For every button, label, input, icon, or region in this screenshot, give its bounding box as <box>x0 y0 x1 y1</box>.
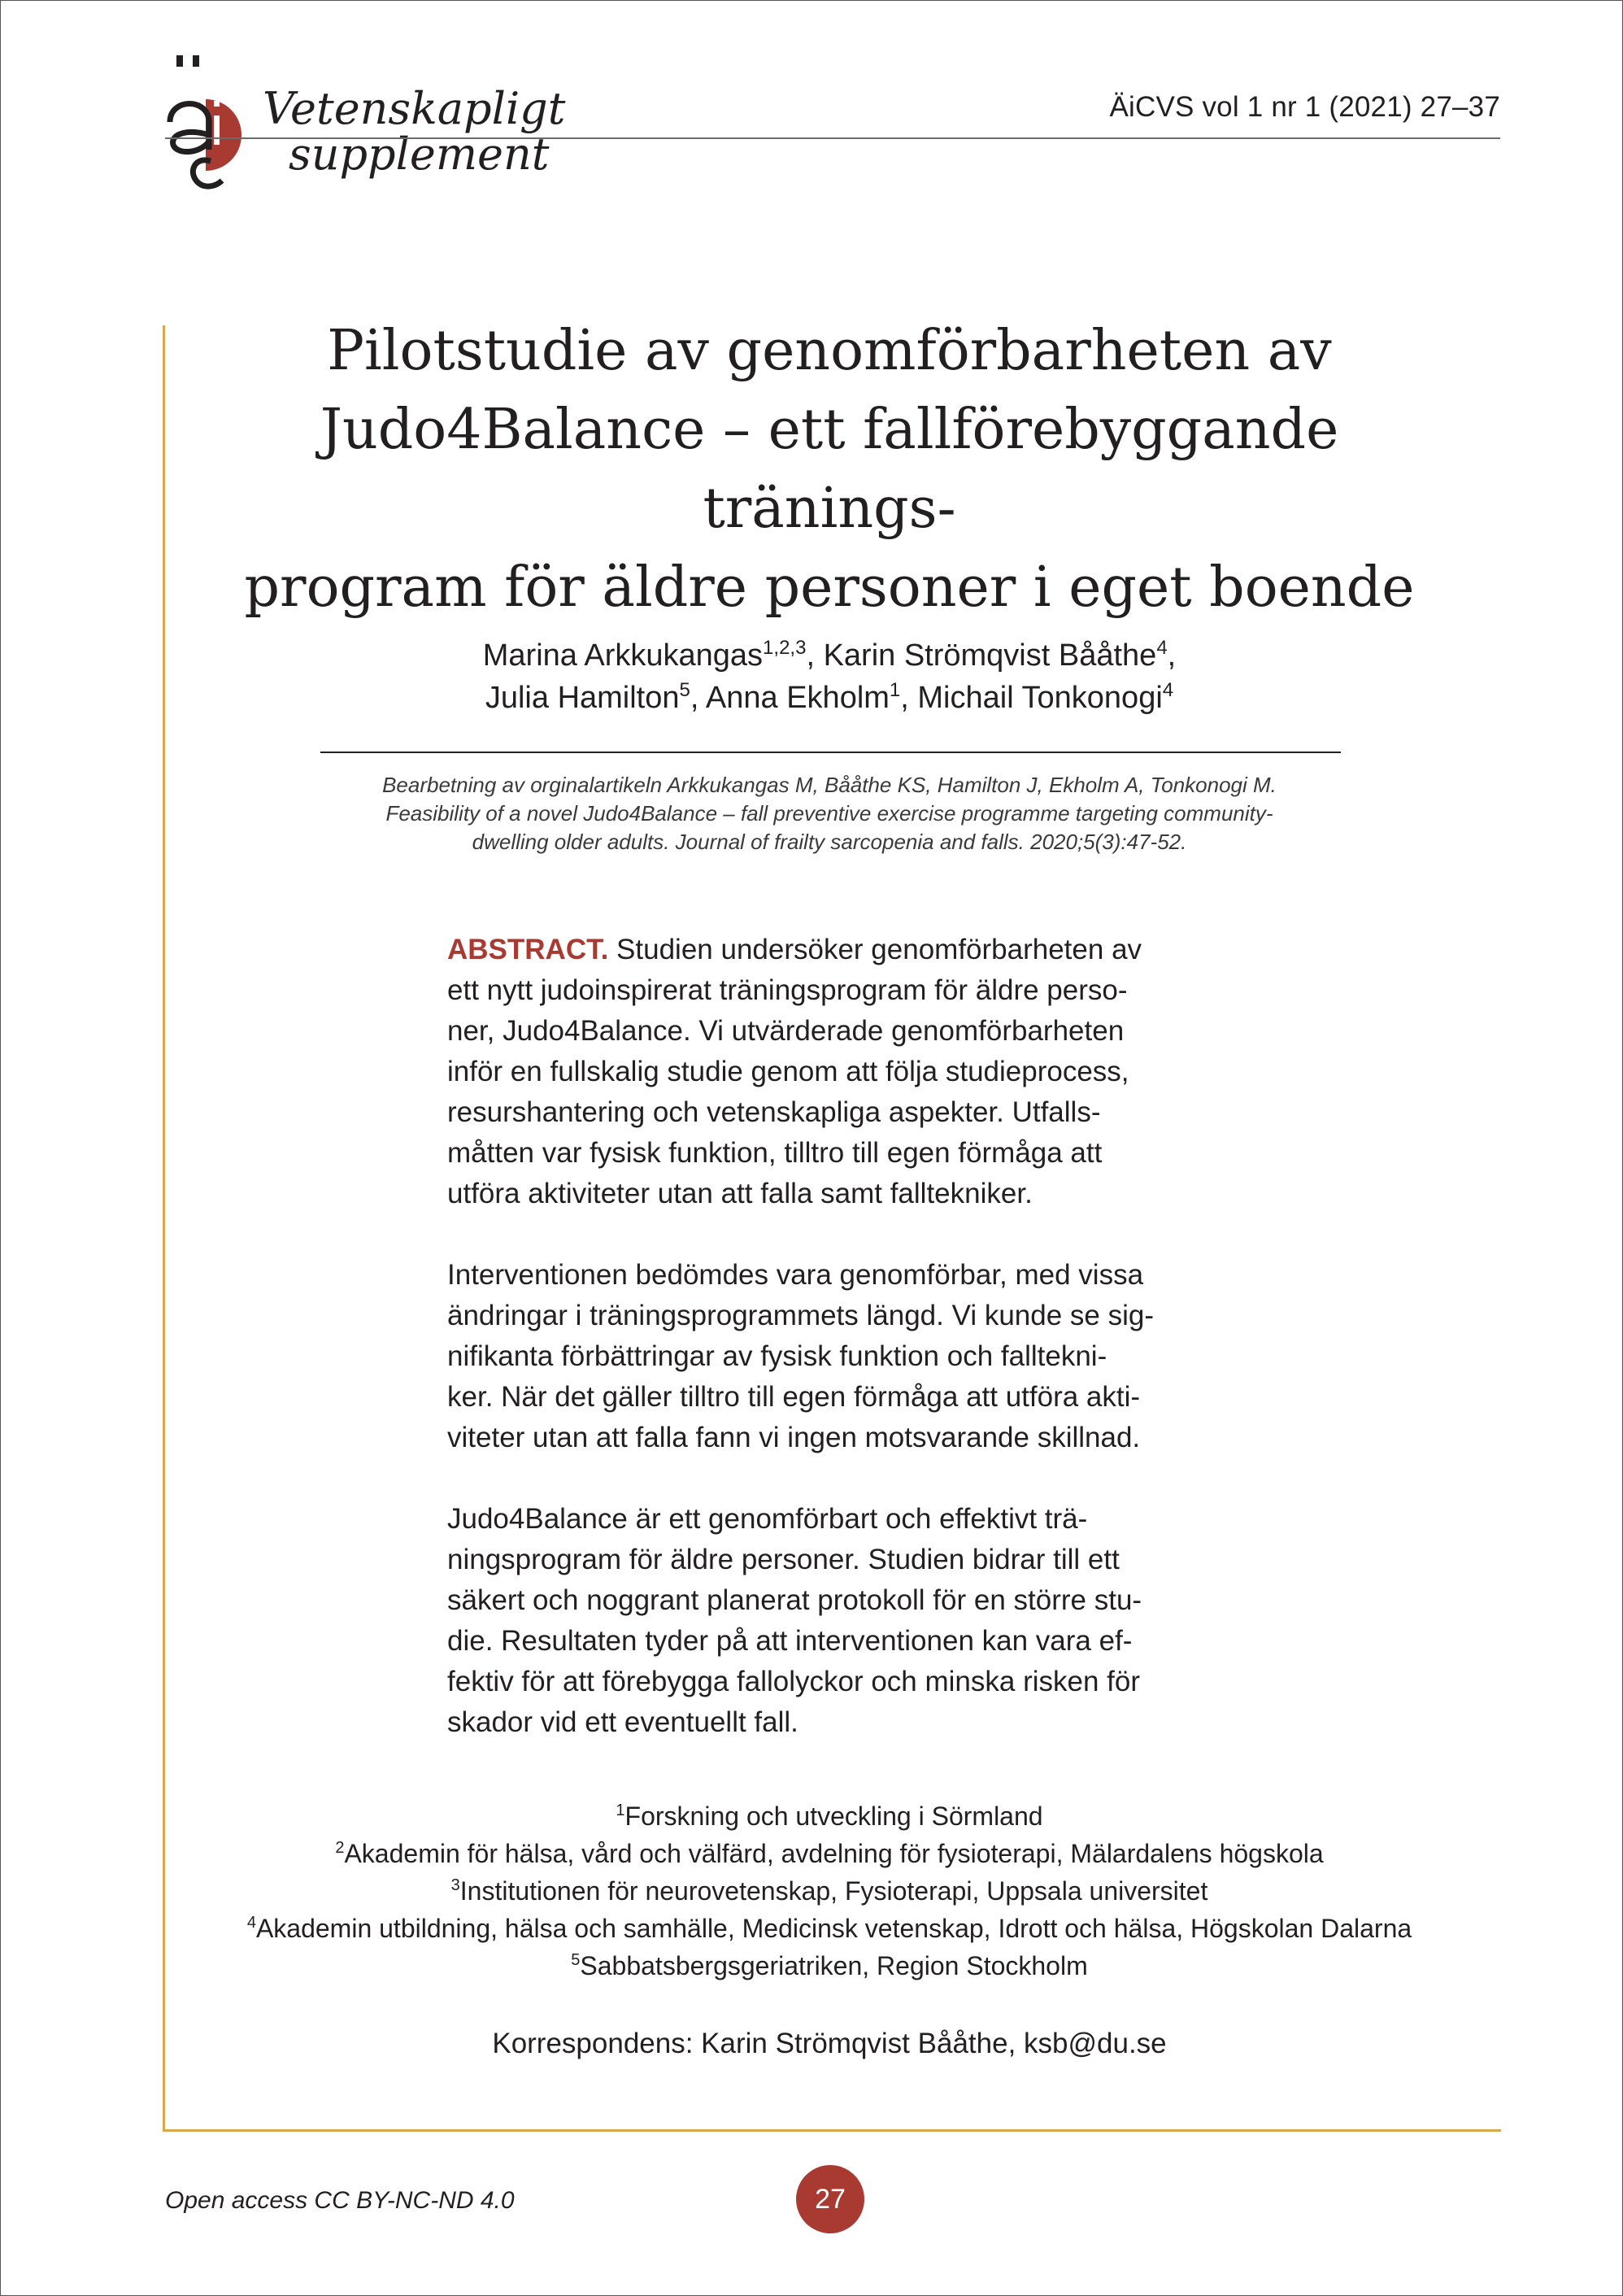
abstract-paragraph-1 <box>447 930 1220 1214</box>
origin-line: Feasibility of a novel Judo4Balance – fall preventive exercise programme targeting community- <box>385 801 1273 826</box>
affiliation-text: Akademin utbildning, hälsa och samhälle, Medicinsk vetenskap, Idrott och hälsa, Högskolan Dalarna <box>255 1914 1412 1943</box>
header-rule <box>165 137 1500 139</box>
abstract-line: utföra aktiviteter utan att falla samt falltekniker. <box>447 1178 1033 1209</box>
affiliation-item <box>203 1947 1455 1984</box>
origin-line: Bearbetning av orginalartikeln Arkkukangas M, Bååthe KS, Hamilton J, Ekholm A, Tonkonogi M. <box>382 773 1277 797</box>
logo-wordmark <box>263 83 566 180</box>
title-line: program för äldre personer i eget boende <box>244 555 1415 620</box>
original-article-note <box>309 771 1350 856</box>
abstract-line: ändringar i träningsprogrammets längd. Vi kunde se sig- <box>447 1300 1154 1331</box>
abstract-line: die. Resultaten tyder på att interventionen kan vara ef- <box>447 1625 1133 1657</box>
logo-line-1: Vetenskapligt <box>263 83 566 134</box>
title-line: Judo4Balance – ett fallförebyggande tränings- <box>320 398 1339 541</box>
affiliation-number: 4 <box>246 1914 256 1932</box>
abstract <box>447 930 1220 1784</box>
author-affiliation-ref: 1 <box>889 679 901 701</box>
abstract-line: ett nytt judoinspirerat träningsprogram för äldre perso- <box>447 974 1128 1006</box>
author-name: Michail Tonkonogi <box>917 681 1163 715</box>
affiliation-number: 3 <box>450 1876 460 1894</box>
abstract-line: Judo4Balance är ett genomförbart och effektivt trä- <box>447 1503 1088 1535</box>
author-affiliation-ref: 4 <box>1162 679 1174 701</box>
abstract-line: skador vid ett eventuellt fall. <box>447 1706 798 1738</box>
abstract-paragraph-3 <box>447 1499 1220 1743</box>
article-title <box>187 312 1472 627</box>
abstract-label: ABSTRACT. <box>447 934 609 965</box>
abstract-paragraph-2 <box>447 1255 1220 1458</box>
abstract-line: måtten var fysisk funktion, tilltro till egen förmåga att <box>447 1137 1103 1169</box>
affiliation-item <box>203 1872 1455 1910</box>
author-name: Julia Hamilton <box>485 681 680 715</box>
affiliations <box>203 1797 1455 1984</box>
journal-reference: ÄiCVS vol 1 nr 1 (2021) 27–37 <box>1109 91 1500 123</box>
author-name: Karin Strömqvist Bååthe <box>823 638 1157 673</box>
affiliation-number: 2 <box>335 1839 345 1857</box>
abstract-line: fektiv för att förebygga fallolyckor och minska risken för <box>447 1666 1141 1697</box>
author-list <box>244 634 1415 719</box>
abstract-line: nifikanta förbättringar av fysisk funktion och falltekni- <box>447 1340 1107 1372</box>
author-affiliation-ref: 5 <box>679 679 690 701</box>
abstract-line <box>447 930 1220 970</box>
affiliation-item <box>203 1797 1455 1835</box>
abstract-line: inför en fullskalig studie genom att följa studieprocess, <box>447 1056 1129 1087</box>
page-number-badge: 27 <box>796 2165 864 2233</box>
affiliation-text: Forskning och utveckling i Sörmland <box>624 1802 1043 1831</box>
journal-logo <box>165 50 572 194</box>
abstract-line: ner, Judo4Balance. Vi utvärderade genomförbarheten <box>447 1015 1125 1047</box>
author-line <box>244 634 1415 677</box>
affiliation-number: 5 <box>571 1951 581 1969</box>
author-name: Marina Arkkukangas <box>482 638 764 673</box>
title-line: Pilotstudie av genomförbarheten av <box>327 319 1332 383</box>
affiliation-number: 1 <box>616 1802 625 1819</box>
abstract-line: viteter utan att falla fann vi ingen motsvarande skillnad. <box>447 1422 1141 1453</box>
abstract-line: Interventionen bedömdes vara genomförbar, med vissa <box>447 1259 1144 1291</box>
abstract-line: ker. När det gäller tilltro till egen förmåga att utföra akti- <box>447 1381 1141 1413</box>
affiliation-text: Sabbatsbergsgeriatriken, Region Stockholm <box>580 1951 1088 1980</box>
correspondence: Korrespondens: Karin Strömqvist Bååthe, ksb@du.se <box>492 2028 1167 2059</box>
author-separator: , <box>900 681 918 715</box>
abstract-line: ningsprogram för äldre personer. Studien bidrar till ett <box>447 1544 1120 1575</box>
author-separator: , <box>1167 638 1177 673</box>
author-separator: , <box>806 638 824 673</box>
affiliation-item <box>203 1910 1455 1947</box>
author-name: Anna Ekholm <box>705 681 890 715</box>
affiliation-text: Institutionen för neurovetenskap, Fysioterapi, Uppsala universitet <box>459 1876 1208 1906</box>
author-separator: , <box>690 681 706 715</box>
author-rule <box>320 752 1341 753</box>
affiliation-text: Akademin för hälsa, vård och välfärd, avdelning för fysioterapi, Mälardalens högskola <box>344 1839 1324 1868</box>
logo-line-2: supplement <box>289 129 550 180</box>
abstract-line: resurshantering och vetenskapliga aspekter. Utfalls- <box>447 1096 1101 1128</box>
abstract-line: säkert och noggrant planerat protokoll för en större stu- <box>447 1584 1142 1616</box>
origin-line: dwelling older adults. Journal of frailty sarcopenia and falls. 2020;5(3):47-52. <box>472 830 1187 854</box>
license-note: Open access CC BY-NC-ND 4.0 <box>165 2187 515 2214</box>
author-affiliation-ref: 4 <box>1156 637 1168 659</box>
author-line <box>244 677 1415 719</box>
logo-mark-icon <box>165 50 263 194</box>
affiliation-item <box>203 1835 1455 1872</box>
abstract-text: Studien undersöker genomförbarheten av <box>608 934 1142 965</box>
author-affiliation-ref: 1,2,3 <box>763 637 807 659</box>
